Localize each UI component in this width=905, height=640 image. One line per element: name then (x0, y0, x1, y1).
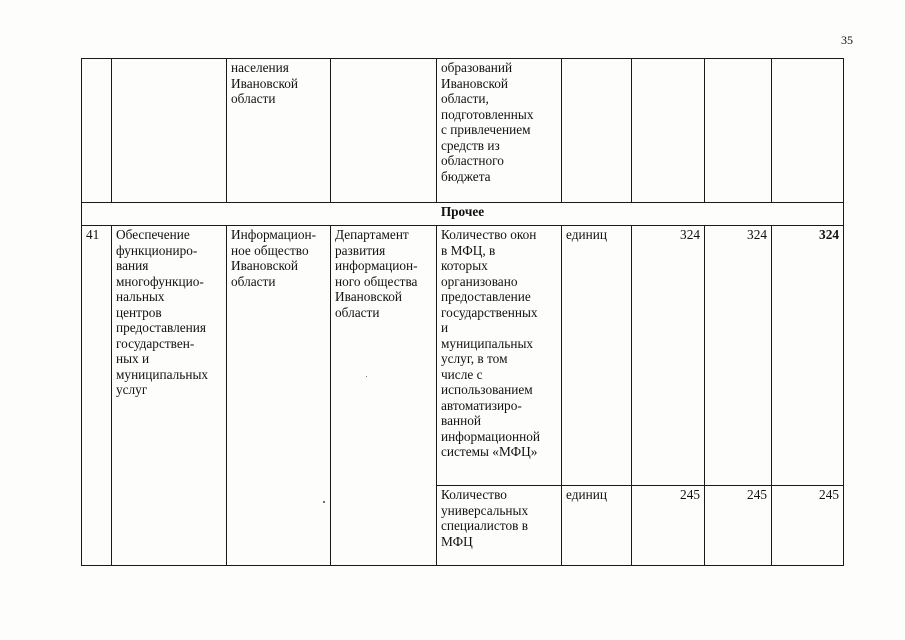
indicator-value: 245 (772, 486, 844, 566)
executor: Информацион- ное общество Ивановской области (227, 226, 331, 566)
indicator-text: Количество универсальных специалистов в МФЦ (437, 486, 562, 566)
cell-indicator: образований Ивановской области, подготовленных с привлечением средств из областного бюджета (437, 59, 562, 203)
indicator-value: 324 (632, 226, 705, 486)
cell-unit (562, 59, 632, 203)
cell-executor: населения Ивановской области (227, 59, 331, 203)
scan-speck (366, 376, 367, 377)
indicator-unit: единиц (562, 226, 632, 486)
measure-name: Обеспечение функциониро- вания многофункцио- нальных центров предоставления государствен- ных и муниципальных услуг (112, 226, 227, 566)
row-41-indicator-1 (82, 226, 844, 486)
scan-speck (323, 501, 325, 503)
section-title: Прочее (82, 203, 844, 226)
indicator-value: 245 (705, 486, 772, 566)
cell-value (772, 59, 844, 203)
cell-department (331, 59, 437, 203)
indicator-text: Количество окон в МФЦ, в которых организовано предоставление государственных и муниципальных услуг, в том числе с использованием автоматизиро- ванной информационной системы «МФЦ» (437, 226, 562, 486)
indicator-value: 324 (705, 226, 772, 486)
continuation-row (82, 59, 844, 203)
cell-name (112, 59, 227, 203)
row-number: 41 (82, 226, 112, 566)
indicator-unit: единиц (562, 486, 632, 566)
indicator-value: 324 (772, 226, 844, 486)
program-table (81, 58, 844, 566)
indicator-value: 245 (632, 486, 705, 566)
cell-value (632, 59, 705, 203)
cell-number (82, 59, 112, 203)
department: Департамент развития информацион- ного общества Ивановской области (331, 226, 437, 566)
section-row (82, 203, 844, 226)
cell-value (705, 59, 772, 203)
page-number: 35 (841, 33, 853, 47)
